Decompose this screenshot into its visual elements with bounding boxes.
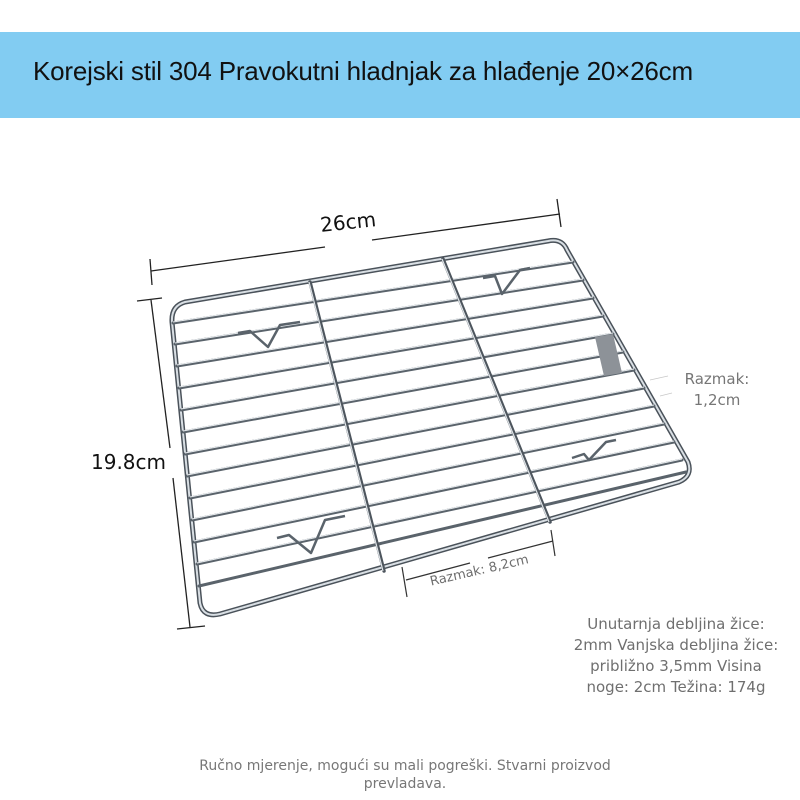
wire-gap-label: Razmak: bbox=[684, 370, 750, 388]
disclaimer-line: prevladava. bbox=[363, 776, 447, 792]
disclaimer-line: Ručno mjerenje, mogući su mali pogreški. Stvarni proizvod bbox=[199, 758, 611, 774]
spec-line: Unutarnja debljina žice: bbox=[587, 615, 765, 633]
width-label: 26cm bbox=[319, 207, 378, 237]
section-gap-callout: Razmak: 8,2cm bbox=[428, 552, 531, 590]
spec-line: 2mm Vanjska debljina žice: bbox=[573, 636, 779, 654]
wire-gap-value: 1,2cm bbox=[693, 391, 741, 409]
rack-support-wires bbox=[310, 259, 550, 571]
spec-line: noge: 2cm Težina: 174g bbox=[586, 678, 766, 696]
height-label: 19.8cm bbox=[91, 450, 167, 474]
specifications-text bbox=[546, 614, 800, 698]
wire-gap-callout bbox=[672, 369, 762, 411]
page-title: Korejski stil 304 Pravokutni hladnjak za hlađenje 20×26cm bbox=[33, 56, 693, 86]
spec-line: približno 3,5mm Visina bbox=[590, 657, 762, 675]
wire-gap-leader-lines bbox=[650, 376, 672, 396]
measurement-disclaimer bbox=[150, 757, 660, 793]
